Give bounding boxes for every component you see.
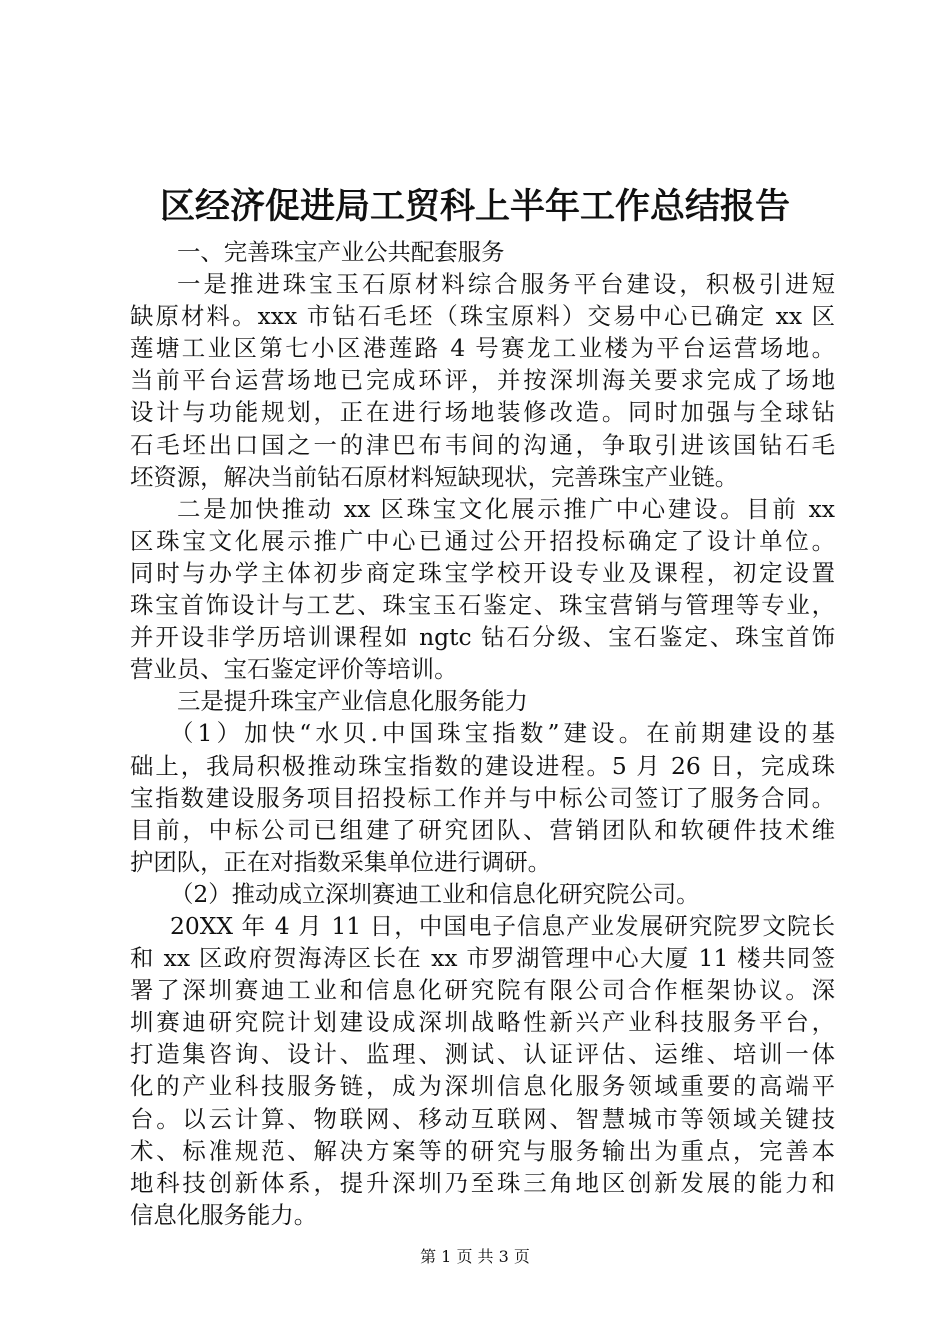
paragraph-line: 设计与功能规划，正在进行场地装修改造。同时加强与全球钻 — [130, 398, 835, 427]
paragraph-line: 坯资源，解决当前钻石原材料短缺现状，完善珠宝产业链。 — [130, 462, 739, 491]
paragraph-line: 珠宝首饰设计与工艺、珠宝玉石鉴定、珠宝营销与管理等专业， — [130, 591, 835, 620]
paragraph-line: 台。以云计算、物联网、移动互联网、智慧城市等领域关键技 — [130, 1104, 835, 1133]
paragraph-line: 二是加快推动 xx 区珠宝文化展示推广中心建设。目前 xx — [177, 494, 835, 523]
paragraph-line: 础上，我局积极推动珠宝指数的建设进程。5 月 26 日，完成珠 — [130, 751, 835, 780]
paragraph-line: 一是推进珠宝玉石原材料综合服务平台建设，积极引进短 — [177, 270, 835, 299]
paragraph-line: 营业员、宝石鉴定评价等培训。 — [130, 655, 458, 684]
paragraph-line: 当前平台运营场地已完成环评，并按深圳海关要求完成了场地 — [130, 366, 835, 395]
section-heading: 一、完善珠宝产业公共配套服务 — [177, 238, 505, 266]
paragraph-line: 同时与办学主体初步商定珠宝学校开设专业及课程，初定设置 — [130, 558, 835, 587]
paragraph-line: 莲塘工业区第七小区港莲路 4 号赛龙工业楼为平台运营场地。 — [130, 334, 835, 363]
paragraph-line: 缺原材料。xxx 市钻石毛坯（珠宝原料）交易中心已确定 xx 区 — [130, 302, 835, 331]
paragraph-line: 目前，中标公司已组建了研究团队、营销团队和软硬件技术维 — [130, 815, 835, 844]
paragraph-line: 和 xx 区政府贺海涛区长在 xx 市罗湖管理中心大厦 11 楼共同签 — [130, 944, 835, 973]
subsection-heading: （2）推动成立深圳赛迪工业和信息化研究院公司。 — [170, 879, 700, 908]
page-footer: 第 1 页 共 3 页 — [420, 1247, 530, 1266]
paragraph-line: 护团队，正在对指数采集单位进行调研。 — [130, 847, 552, 876]
paragraph-line: 圳赛迪研究院计划建设成深圳战略性新兴产业科技服务平台， — [130, 1008, 835, 1037]
paragraph-line: 石毛坯出口国之一的津巴布韦间的沟通，争取引进该国钻石毛 — [130, 430, 835, 459]
document-body — [130, 236, 835, 1231]
paragraph-line: 术、标准规范、解决方案等的研究与服务输出为重点，完善本 — [130, 1136, 835, 1165]
paragraph-line: 区珠宝文化展示推广中心已通过公开招投标确定了设计单位。 — [130, 526, 835, 555]
paragraph-line: （1）加快“水贝.中国珠宝指数”建设。在前期建设的基 — [170, 719, 835, 748]
paragraph-line: 地科技创新体系，提升深圳乃至珠三角地区创新发展的能力和 — [130, 1168, 835, 1197]
paragraph-line: 打造集咨询、设计、监理、测试、认证评估、运维、培训一体 — [130, 1040, 835, 1069]
paragraph-line: 20XX 年 4 月 11 日，中国电子信息产业发展研究院罗文院长 — [170, 911, 835, 940]
document-title: 区经济促进局工贸科上半年工作总结报告 — [159, 186, 790, 227]
paragraph-line: 并开设非学历培训课程如 ngtc 钻石分级、宝石鉴定、珠宝首饰 — [130, 623, 835, 652]
subsection-heading: 三是提升珠宝产业信息化服务能力 — [177, 687, 528, 716]
paragraph-line: 宝指数建设服务项目招投标工作并与中标公司签订了服务合同。 — [130, 783, 835, 812]
paragraph-line: 化的产业科技服务链，成为深圳信息化服务领域重要的高端平 — [130, 1072, 835, 1101]
paragraph-line: 信息化服务能力。 — [130, 1200, 318, 1229]
paragraph-line: 署了深圳赛迪工业和信息化研究院有限公司合作框架协议。深 — [130, 976, 835, 1005]
